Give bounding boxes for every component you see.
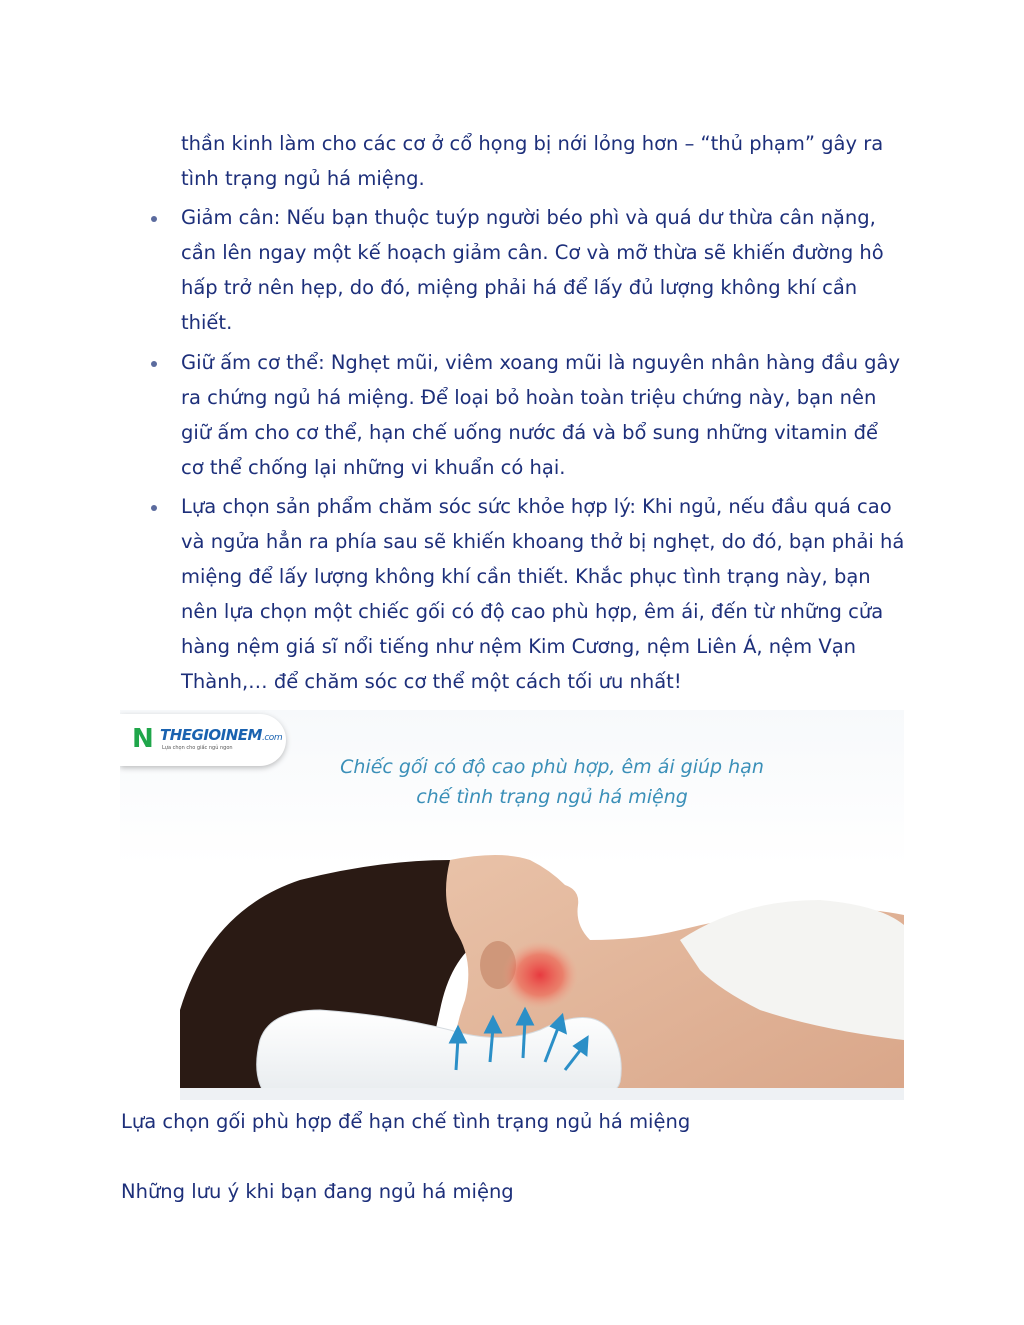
list-item-line: miệng để lấy lượng không khí cần thiết. Khắc phục tình trạng này, bạn	[181, 565, 871, 588]
list-item-text	[181, 200, 911, 340]
list-item-line: Giảm cân: Nếu bạn thuộc tuýp người béo phì và quá dư thừa cân nặng,	[181, 206, 876, 229]
neck-highlight	[502, 941, 578, 1009]
list-item-line: thiết.	[181, 311, 233, 334]
list-item-line: hấp trở nên hẹp, do đó, miệng phải há để lấy đủ lượng không khí cần	[181, 276, 858, 299]
bullet-dot	[151, 216, 157, 222]
figure-overlay-caption-line: Chiếc gối có độ cao phù hợp, êm ái giúp hạn	[340, 756, 764, 778]
logo-text: THEGIOINEM.com	[160, 726, 283, 744]
mattress-edge	[180, 1088, 904, 1100]
list-item-line: Giữ ấm cơ thể: Nghẹt mũi, viêm xoang mũi là nguyên nhân hàng đầu gây	[181, 351, 901, 374]
list-item-line: hàng nệm giá sĩ nổi tiếng như nệm Kim Cương, nệm Liên Á, nệm Vạn	[181, 635, 856, 658]
pillow-shape	[257, 1010, 622, 1100]
logo-mark-icon: N	[132, 724, 154, 754]
list-item-text	[181, 345, 911, 485]
paragraph-line: tình trạng ngủ há miệng.	[181, 167, 425, 190]
list-item-line: Thành,… để chăm sóc cơ thể một cách tối ưu nhất!	[181, 670, 682, 693]
paragraph-line: thần kinh làm cho các cơ ở cổ họng bị nới lỏng hơn – “thủ phạm” gây ra	[181, 132, 884, 155]
list-item-line: cơ thể chống lại những vi khuẩn có hại.	[181, 456, 566, 479]
list-item-line: và ngửa hẳn ra phía sau sẽ khiến khoang thở bị nghẹt, do đó, bạn phải há	[181, 530, 905, 553]
section-heading: Những lưu ý khi bạn đang ngủ há miệng	[121, 1180, 514, 1203]
pillow-illustration	[120, 710, 904, 1100]
list-item-line: ra chứng ngủ há miệng. Để loại bỏ hoàn toàn triệu chứng này, bạn nên	[181, 386, 877, 409]
bullet-dot	[151, 505, 157, 511]
list-item-line: cần lên ngay một kế hoạch giảm cân. Cơ và mỡ thừa sẽ khiến đường hô	[181, 241, 884, 264]
bullet-dot	[151, 361, 157, 367]
list-item-line: Lựa chọn sản phẩm chăm sóc sức khỏe hợp lý: Khi ngủ, nếu đầu quá cao	[181, 495, 892, 518]
list-item-line: giữ ấm cho cơ thể, hạn chế uống nước đá và bổ sung những vitamin để	[181, 421, 878, 444]
figure-overlay-caption-line: chế tình trạng ngủ há miệng	[416, 786, 688, 808]
logo-tagline: Lựa chọn cho giấc ngủ ngon	[162, 745, 233, 751]
list-item-text	[181, 489, 911, 699]
list-item-line: nên lựa chọn một chiếc gối có độ cao phù hợp, êm ái, đến từ những cửa	[181, 600, 884, 623]
image-caption: Lựa chọn gối phù hợp để hạn chế tình trạng ngủ há miệng	[121, 1110, 691, 1133]
